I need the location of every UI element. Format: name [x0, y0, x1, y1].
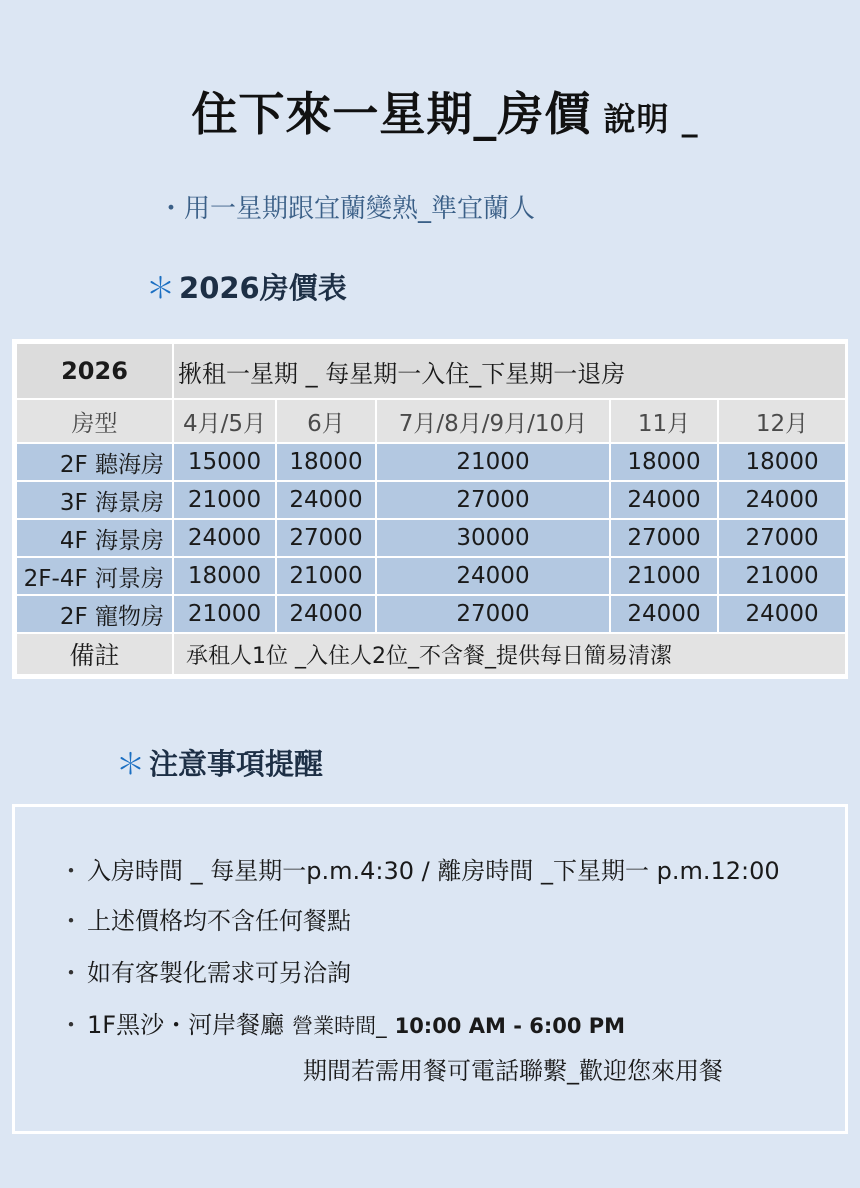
notice-item — [59, 953, 351, 988]
price-cell: 24000 — [276, 481, 376, 519]
price-cell: 21000 — [173, 481, 276, 519]
price-cell: 21000 — [173, 595, 276, 633]
notice-item-continuation: 期間若需用餐可電話聯繫_歡迎您來用餐 — [303, 1057, 723, 1085]
bullet-dot: ・ — [59, 857, 83, 885]
notice-item — [59, 1005, 625, 1040]
note-label: 備註 — [16, 633, 173, 675]
note-text: 承租人1位 _入住人2位_不含餐_提供每日簡易清潔 — [173, 633, 846, 675]
column-header: 房型 — [16, 399, 173, 443]
page-title-main: 住下來一星期_房價 — [191, 87, 592, 141]
notice-section-title: 注意事項提醒 — [149, 747, 324, 781]
table-note-row — [16, 633, 846, 675]
price-table — [15, 342, 847, 676]
column-header: 7月/8月/9月/10月 — [376, 399, 610, 443]
bullet-dot: ・ — [59, 907, 83, 935]
table-year: 2026 — [16, 343, 173, 399]
bullet-dot: ・ — [158, 194, 185, 224]
notice-section-heading — [116, 742, 323, 783]
restaurant-name: 1F黑沙・河岸餐廳 — [87, 1011, 285, 1039]
room-name: 3F 海景房 — [16, 481, 173, 519]
price-cell: 24000 — [610, 481, 718, 519]
price-cell: 18000 — [173, 557, 276, 595]
column-header: 6月 — [276, 399, 376, 443]
price-cell: 27000 — [718, 519, 846, 557]
price-cell: 24000 — [276, 595, 376, 633]
notice-meals-text: 上述價格均不含任何餐點 — [87, 907, 351, 935]
price-section-heading — [146, 266, 347, 307]
page-title — [0, 78, 860, 144]
price-cell: 21000 — [610, 557, 718, 595]
table-row — [16, 481, 846, 519]
room-name: 2F 寵物房 — [16, 595, 173, 633]
room-name: 2F-4F 河景房 — [16, 557, 173, 595]
room-name: 2F 聽海房 — [16, 443, 173, 481]
subtitle-text: 用一星期跟宜蘭變熟_準宜蘭人 — [184, 194, 536, 224]
price-cell: 24000 — [173, 519, 276, 557]
notice-checkin-text: 入房時間 _ 每星期一p.m.4:30 / 離房時間 _下星期一 p.m.12:00 — [87, 857, 780, 885]
price-cell: 27000 — [610, 519, 718, 557]
restaurant-hours: 10:00 AM - 6:00 PM — [394, 1014, 626, 1038]
price-cell: 27000 — [276, 519, 376, 557]
price-cell: 27000 — [376, 595, 610, 633]
price-cell: 21000 — [376, 443, 610, 481]
price-cell: 18000 — [718, 443, 846, 481]
notice-item — [59, 901, 351, 936]
table-row — [16, 557, 846, 595]
table-top-row — [16, 343, 846, 399]
table-row — [16, 443, 846, 481]
page-title-suffix: 說明 _ — [591, 100, 699, 138]
price-cell: 18000 — [276, 443, 376, 481]
bullet-dot: ・ — [59, 1011, 83, 1039]
price-cell: 15000 — [173, 443, 276, 481]
rental-description: 揪租一星期 _ 每星期一入住_下星期一退房 — [173, 343, 846, 399]
table-row — [16, 519, 846, 557]
notice-custom-text: 如有客製化需求可另洽詢 — [87, 959, 351, 987]
price-cell: 24000 — [376, 557, 610, 595]
price-table-frame — [12, 339, 848, 679]
restaurant-hours-label: 營業時間_ — [292, 1014, 387, 1038]
asterisk-icon: ＊ — [146, 271, 176, 305]
column-header: 11月 — [610, 399, 718, 443]
table-row — [16, 595, 846, 633]
price-cell: 18000 — [610, 443, 718, 481]
column-header: 4月/5月 — [173, 399, 276, 443]
price-cell: 24000 — [610, 595, 718, 633]
price-section-title: 2026房價表 — [179, 271, 347, 305]
bullet-dot: ・ — [59, 959, 83, 987]
price-cell: 27000 — [376, 481, 610, 519]
price-cell: 24000 — [718, 595, 846, 633]
column-header: 12月 — [718, 399, 846, 443]
price-cell: 21000 — [276, 557, 376, 595]
price-cell: 24000 — [718, 481, 846, 519]
price-cell: 30000 — [376, 519, 610, 557]
room-name: 4F 海景房 — [16, 519, 173, 557]
notice-item — [59, 851, 780, 886]
asterisk-icon: ＊ — [116, 747, 146, 781]
subtitle — [158, 188, 535, 225]
notice-box — [12, 804, 848, 1134]
table-header-row — [16, 399, 846, 443]
price-cell: 21000 — [718, 557, 846, 595]
